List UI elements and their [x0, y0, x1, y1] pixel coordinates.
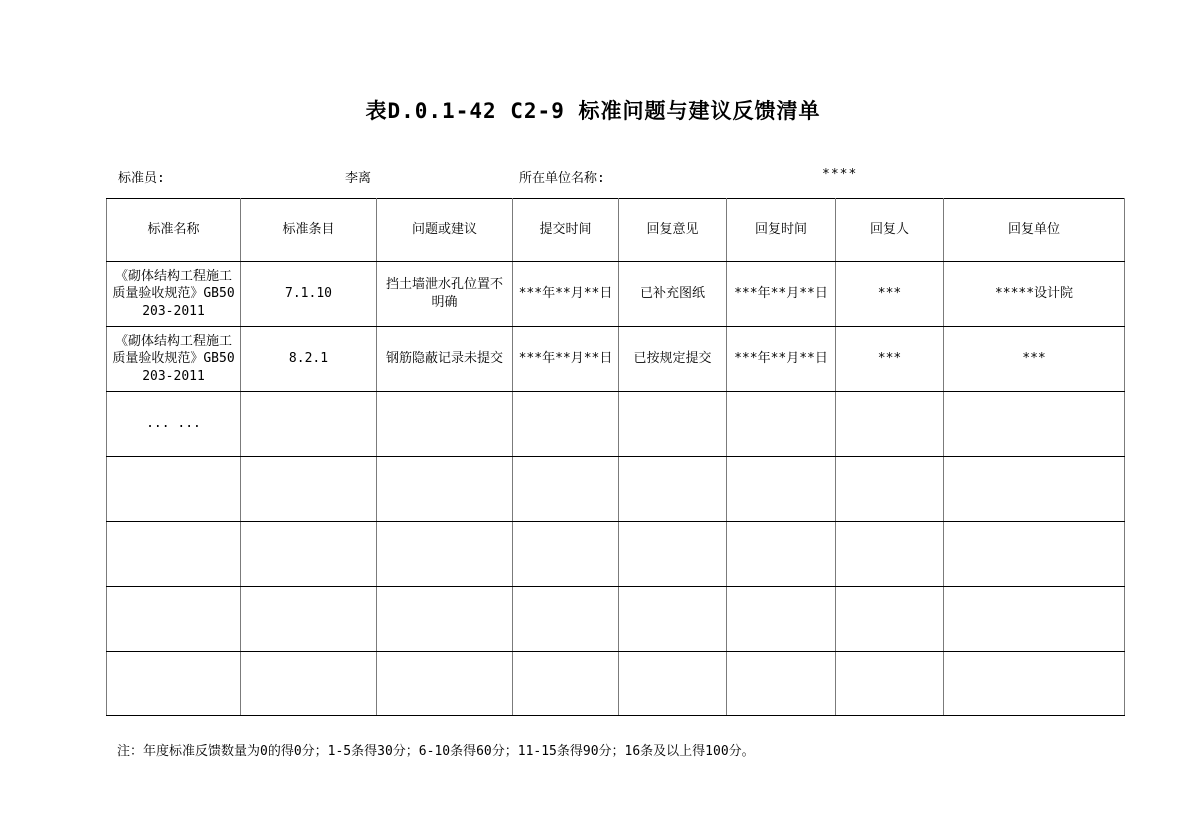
table-row: [107, 652, 1125, 716]
table-cell: [513, 522, 619, 587]
table-cell: [377, 392, 513, 457]
column-header-standard-clause: 标准条目: [241, 199, 377, 262]
table-cell: ***: [944, 327, 1125, 392]
table-cell: [727, 652, 836, 716]
table-cell: [727, 522, 836, 587]
table-cell: [944, 652, 1125, 716]
table-cell: ... ...: [107, 392, 241, 457]
column-header-reply-opinion: 回复意见: [619, 199, 727, 262]
table-cell: [513, 392, 619, 457]
table-row: [107, 262, 1125, 327]
table-cell: [727, 457, 836, 522]
table-cell: *****设计院: [944, 262, 1125, 327]
table-cell: ***年**月**日: [513, 262, 619, 327]
table-cell: 钢筋隐蔽记录未提交: [377, 327, 513, 392]
table-cell: 已按规定提交: [619, 327, 727, 392]
table-cell: [107, 652, 241, 716]
table-cell: [107, 522, 241, 587]
table-row: [107, 457, 1125, 522]
scoring-footnote: 注：年度标准反馈数量为0的得0分；1-5条得30分；6-10条得60分；11-15条得90分；16条及以上得100分。: [117, 744, 755, 759]
table-cell: [241, 587, 377, 652]
table-cell: [619, 587, 727, 652]
table-cell: [619, 652, 727, 716]
column-header-reply-time: 回复时间: [727, 199, 836, 262]
unit-name-value: ****: [822, 167, 858, 182]
table-cell: [241, 522, 377, 587]
table-cell: [944, 587, 1125, 652]
table-cell: [107, 457, 241, 522]
table-cell: 7.1.10: [241, 262, 377, 327]
table-cell: ***年**月**日: [727, 262, 836, 327]
table-cell: 8.2.1: [241, 327, 377, 392]
inspector-name: 李离: [345, 171, 372, 186]
table-cell: [727, 587, 836, 652]
info-row: [0, 167, 1186, 185]
table-row: [107, 587, 1125, 652]
table-cell: [241, 392, 377, 457]
table-cell: [619, 522, 727, 587]
table-cell: 《砌体结构工程施工质量验收规范》GB50203-2011: [107, 262, 241, 327]
table-cell: [836, 457, 944, 522]
table-cell: [377, 522, 513, 587]
table-cell: [377, 457, 513, 522]
table-cell: [836, 392, 944, 457]
table-cell: 已补充图纸: [619, 262, 727, 327]
table-cell: [377, 587, 513, 652]
table-cell: [377, 652, 513, 716]
table-row: [107, 392, 1125, 457]
table-cell: [619, 392, 727, 457]
column-header-standard-name: 标准名称: [107, 199, 241, 262]
column-header-submit-time: 提交时间: [513, 199, 619, 262]
table-cell: [944, 392, 1125, 457]
table-cell: [944, 457, 1125, 522]
column-header-reply-unit: 回复单位: [944, 199, 1125, 262]
table-row: [107, 327, 1125, 392]
table-cell: [727, 392, 836, 457]
table-cell: [241, 652, 377, 716]
table-cell: [513, 587, 619, 652]
table-cell: ***年**月**日: [513, 327, 619, 392]
table-cell: [944, 522, 1125, 587]
table-cell: [619, 457, 727, 522]
table-cell: [241, 457, 377, 522]
header-row: [107, 199, 1125, 262]
inspector-label: 标准员:: [118, 171, 165, 186]
table-cell: [836, 522, 944, 587]
table-cell: ***年**月**日: [727, 327, 836, 392]
table-cell: ***: [836, 327, 944, 392]
unit-name-label: 所在单位名称:: [519, 171, 605, 186]
table-cell: ***: [836, 262, 944, 327]
table-cell: [107, 587, 241, 652]
table-cell: [513, 652, 619, 716]
table-row: [107, 522, 1125, 587]
document-title: 表D.0.1-42 C2-9 标准问题与建议反馈清单: [365, 99, 821, 123]
table-cell: [836, 652, 944, 716]
column-header-responder: 回复人: [836, 199, 944, 262]
feedback-table: [106, 198, 1125, 716]
column-header-issue-or-suggestion: 问题或建议: [377, 199, 513, 262]
table-cell: [513, 457, 619, 522]
table-cell: [836, 587, 944, 652]
table-cell: 挡土墙泄水孔位置不明确: [377, 262, 513, 327]
table-cell: 《砌体结构工程施工质量验收规范》GB50203-2011: [107, 327, 241, 392]
